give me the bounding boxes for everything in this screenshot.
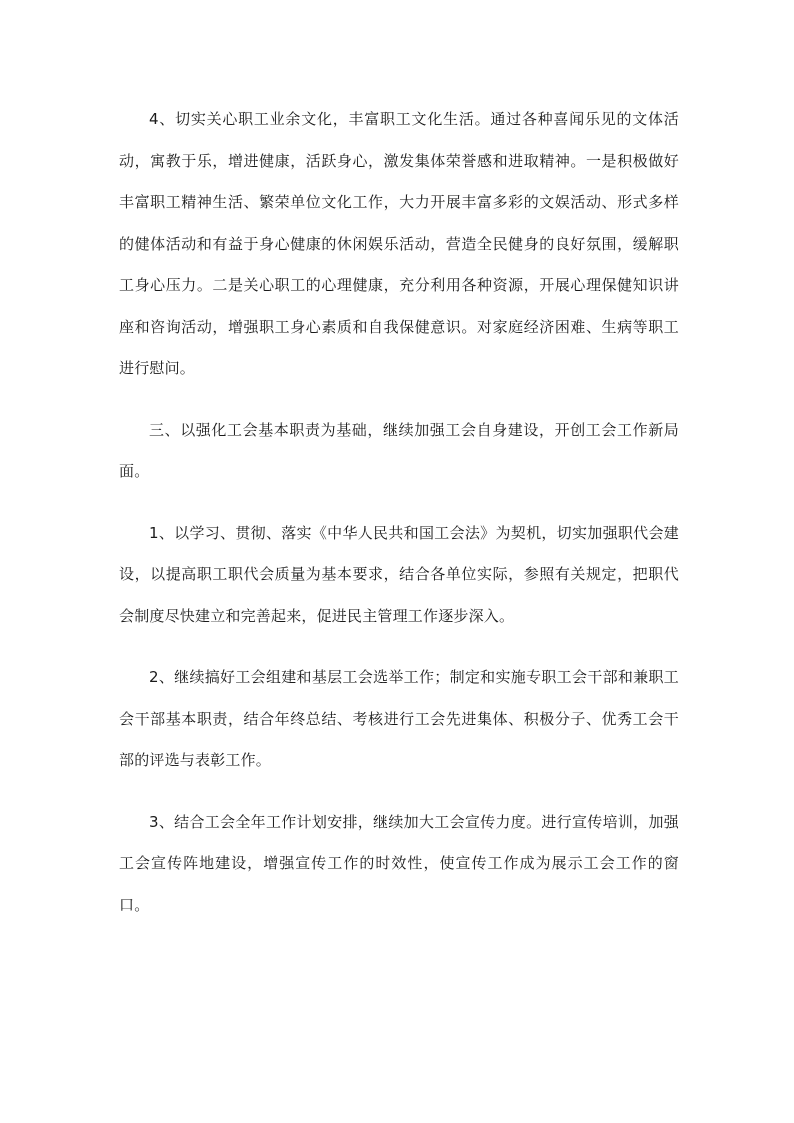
paragraph-workers-congress: 1、以学习、贯彻、落实《中华人民共和国工会法》为契机，切实加强职代会建设，以提高职工职代会质量为基本要求，结合各单位实际，参照有关规定，把职代会制度尽快建立和完善起来，促进民主管理工作逐步深入。: [119, 523, 679, 625]
section-heading-three: 三、以强化工会基本职责为基础，继续加强工会自身建设，开创工会工作新局面。: [119, 420, 679, 480]
paragraph-spacer: [119, 493, 679, 513]
paragraph-culture-life: 4、切实关心职工业余文化，丰富职工文化生活。通过各种喜闻乐见的文体活动，寓教于乐，增进健康，活跃身心，激发集体荣誉感和进取精神。一是积极做好丰富职工精神生活、繁荣单位文化工作，大力开展丰富多彩的文娱活动、形式多样的健体活动和有益于身心健康的休闲娱乐活动，营造全民健身的良好氛围，缓解职工身心压力。二是关心职工的心理健康，充分利用各种资源，开展心理保健知识讲座和咨询活动，增强职工身心素质和自我保健意识。对家庭经济困难、生病等职工进行慰问。: [119, 110, 679, 377]
paragraph-spacer: [119, 390, 679, 410]
document-body: [119, 99, 679, 926]
paragraph-spacer: [119, 782, 679, 802]
paragraph-union-organization: 2、继续搞好工会组建和基层工会选举工作；制定和实施专职工会干部和兼职工会干部基本职责，结合年终总结、考核进行工会先进集体、积极分子、优秀工会干部的评选与表彰工作。: [119, 668, 679, 769]
paragraph-spacer: [119, 637, 679, 657]
paragraph-union-publicity: 3、结合工会全年工作计划安排，继续加大工会宣传力度。进行宣传培训，加强工会宣传阵地建设，增强宣传工作的时效性，使宣传工作成为展示工会工作的窗口。: [119, 812, 679, 914]
